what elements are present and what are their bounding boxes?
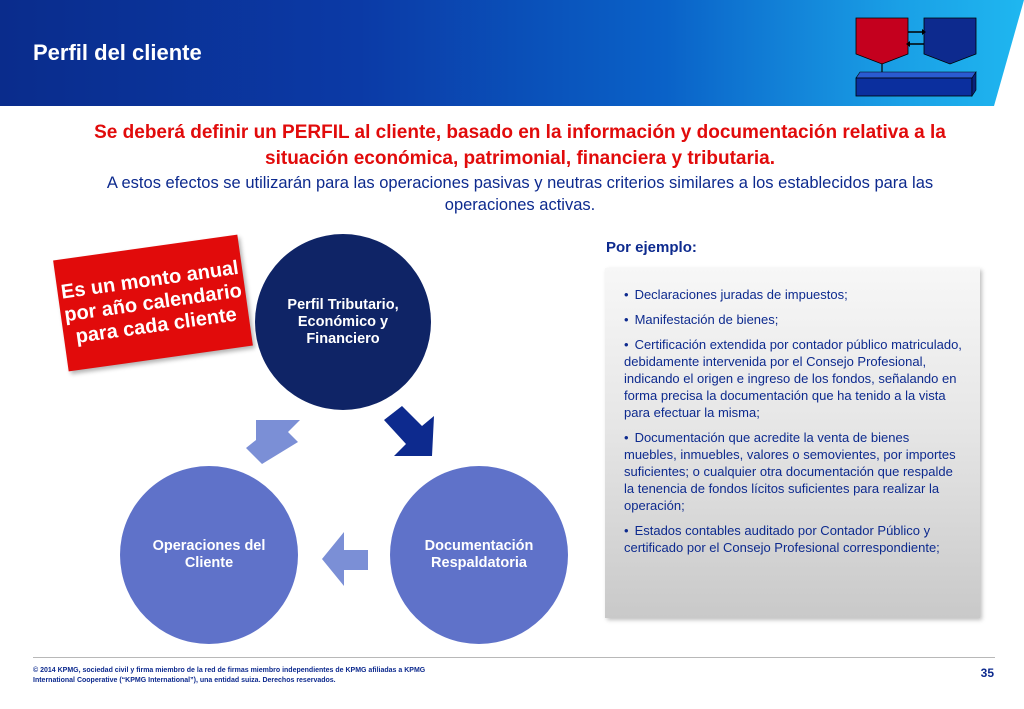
lead-blue-statement: A estos efectos se utilizarán para las operaciones pasivas y neutras criterios similares a los establecidos para las operaciones activas.	[106, 174, 934, 214]
list-item: • Documentación que acredite la venta de bienes muebles, inmuebles, valores o semovientes, por importes suficientes; o cualquier otra documentación que respalde la tenencia de fondos lícitos suficientes para realizar la operación;	[624, 430, 956, 513]
cycle-node-operations: Operaciones del Cliente	[120, 466, 298, 644]
title-bar	[0, 0, 1024, 106]
arrow-left-to-top-icon	[246, 420, 300, 464]
footer-legal: © 2014 KPMG, sociedad civil y firma miembro de la red de firmas miembro independientes de KPMG afiliadas a KPMG International Cooperative (“KPMG International”), una entidad suiza. Derechos reservados.	[33, 667, 426, 684]
arrow-right-to-left-icon	[322, 532, 368, 586]
cycle-node-documentation: Documentación Respaldatoria	[390, 466, 568, 644]
arrow-top-to-right-icon	[384, 406, 434, 456]
lead-paragraph	[60, 120, 980, 216]
flow-blocks-logo-icon	[852, 14, 982, 100]
cycle-node-profile: Perfil Tributario, Económico y Financiero	[255, 234, 431, 410]
annual-amount-callout: Es un monto anual por año calendario para cada cliente	[53, 235, 253, 372]
examples-box	[605, 268, 980, 618]
page-number: 35	[980, 666, 994, 680]
footer-divider	[33, 657, 995, 658]
list-item: • Estados contables auditado por Contador Público y certificado por el Consejo Profesional correspondiente;	[624, 523, 940, 555]
examples-label: Por ejemplo:	[606, 239, 697, 256]
examples-list	[605, 268, 980, 556]
page-title: Perfil del cliente	[33, 40, 202, 65]
list-item: • Manifestación de bienes;	[624, 312, 779, 327]
list-item: • Declaraciones juradas de impuestos;	[624, 287, 848, 302]
lead-red-statement: Se deberá definir un PERFIL al cliente, basado en la información y documentación relativa a la situación económica, patrimonial, financiera y tributaria.	[94, 122, 946, 169]
list-item: • Certificación extendida por contador público matriculado, debidamente intervenida por el Consejo Profesional, indicando el origen e ingreso de los fondos, señalando en forma precisa la documentación que ha tenido a la vista para efectuar la misma;	[624, 337, 962, 420]
title-bar-corner-cut	[994, 0, 1024, 106]
